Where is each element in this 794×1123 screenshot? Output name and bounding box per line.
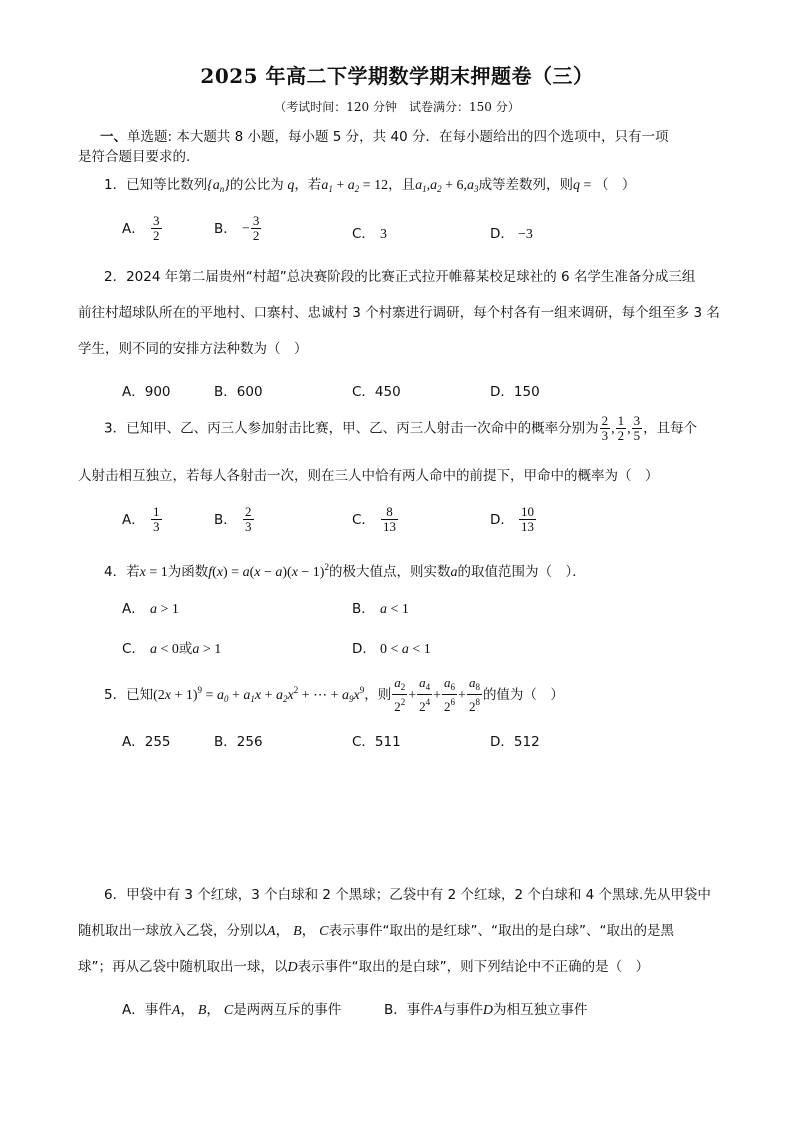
question-3-option-b[interactable]: B． $\frac{2}{3}$ (214, 504, 252, 534)
exam-info: （考试时间：120 分钟 试卷满分：150 分） (274, 100, 520, 114)
question-5-option-a[interactable]: A．255 (122, 734, 171, 750)
question-1-option-c[interactable]: C． 3 (352, 226, 387, 242)
question-6-line1: 6．甲袋中有 3 个红球，3 个白球和 2 个黑球；乙袋中有 2 个红球，2 个白球和 4 个黑球.先从甲袋中 (104, 887, 711, 903)
question-3-option-a[interactable]: A． $\frac{1}{3}$ (122, 504, 160, 534)
question-2-option-b[interactable]: B．600 (214, 384, 263, 400)
question-4-option-d[interactable]: D． 0 < a < 1 (352, 641, 431, 657)
question-4-option-b[interactable]: B． a < 1 (352, 601, 409, 617)
question-2-option-a[interactable]: A．900 (122, 384, 171, 400)
question-2-line3: 学生，则不同的安排方法种数为（ ） (78, 341, 308, 357)
section-intro-line1: 一、单选题: 本大题共 8 小题，每小题 5 分，共 40 分．在每小题给出的四个选项中，只有一项 (100, 129, 669, 145)
question-3-line1: 3．已知甲、乙、丙三人参加射击比赛，甲、乙、丙三人射击一次命中的概率分别为 $\frac{2}{3}$ , $\frac{1}{2}$ , $\frac{3}{5}$ ，且每个 (104, 413, 698, 443)
question-4-option-c[interactable]: C． a < 0或a > 1 (122, 641, 222, 657)
question-6-line2: 随机取出一球放入乙袋，分别以A， B， C表示事件“取出的是红球”、“取出的是白球”、“取出的是黑 (78, 923, 674, 939)
question-4-option-a[interactable]: A． a > 1 (122, 601, 179, 617)
question-1-stem: 1．已知等比数列$\{a_n\}$的公比为 q，若$a_1 + a_2 = 12$，且$a_1,a_2 + 6,a_3$成等差数列，则q = （ ） (104, 177, 636, 194)
question-6-option-a[interactable]: A．事件A， B， C是两两互斥的事件 (122, 1002, 342, 1018)
question-2-line2: 前往村超球队所在的平地村、口寨村、忠诚村 3 个村寨进行调研，每个村各有一组来调研，每个组至多 3 名 (78, 305, 720, 321)
question-2-option-d[interactable]: D．150 (490, 384, 540, 400)
question-2-option-c[interactable]: C．450 (352, 384, 401, 400)
question-2-line1: 2．2024 年第二届贵州“村超”总决赛阶段的比赛正式拉开帷幕某校足球社的 6 名学生准备分成三组 (104, 269, 696, 285)
question-1-option-a[interactable]: A． $\frac{3}{2}$ (122, 213, 160, 243)
question-1-option-b[interactable]: B． − $\frac{3}{2}$ (214, 213, 260, 243)
question-3-option-d[interactable]: D． $\frac{10}{13}$ (490, 504, 534, 534)
question-5-option-d[interactable]: D．512 (490, 734, 540, 750)
question-6-line3: 球”；再从乙袋中随机取出一球，以D表示事件“取出的是白球”，则下列结论中不正确的是（ ） (78, 959, 650, 975)
question-1-option-d[interactable]: D． −3 (490, 226, 533, 242)
question-4-stem: 4．若x = 1为函数$f(x) = a(x - a)(x - 1)^2$的极大值点，则实数a的取值范围为（ ）． (104, 562, 586, 580)
section-label: 一、 (100, 129, 127, 145)
section-intro-line2: 是符合题目要求的. (78, 149, 191, 165)
page-title: 2025 年高二下学期数学期末押题卷（三） (200, 64, 594, 88)
question-3-option-c[interactable]: C． $\frac{8}{13}$ (352, 504, 396, 534)
question-5-option-b[interactable]: B．256 (214, 734, 263, 750)
question-5-option-c[interactable]: C．511 (352, 734, 401, 750)
question-3-line2: 人射击相互独立，若每人各射击一次，则在三人中恰有两人命中的前提下，甲命中的概率为（ ） (78, 468, 659, 484)
question-5-stem: 5．已知$(2x + 1)^9 = a_0 + a_1x + a_2x^2$ + ⋯ + $a_9x^9$，则 $\frac{a_2}{2^2}$ + $\frac{a_4}{2^4}$ + $\frac{a_6}{2^6}$ + $\frac{a_8}{2^8}$ 的值为（ ） (104, 675, 564, 714)
question-6-option-b[interactable]: B．事件A与事件D为相互独立事件 (384, 1002, 588, 1018)
